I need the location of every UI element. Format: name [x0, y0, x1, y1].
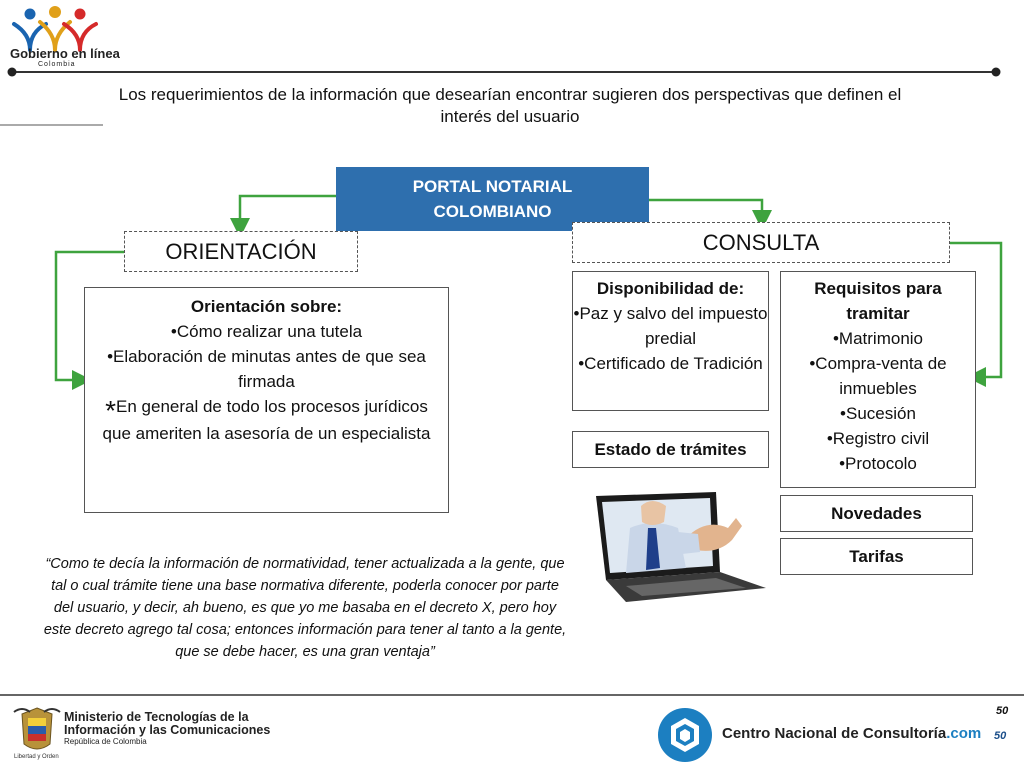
seal-caption: Libertad y Orden — [14, 754, 59, 760]
ministry-block — [64, 710, 271, 747]
header-rule-dot-left — [8, 68, 17, 77]
requisitos-title: Requisitos para tramitar — [814, 279, 942, 323]
header-rule-dot-right — [992, 68, 1001, 77]
cnc-name: Centro Nacional de Consultoría — [722, 725, 947, 742]
orientacion-label: ORIENTACIÓN — [165, 239, 317, 264]
cnc-logo-icon — [656, 706, 714, 764]
requisitos-item: •Compra-venta de inmuebles — [809, 354, 947, 398]
orientacion-item: •Cómo realizar una tutela — [170, 322, 363, 341]
arrow-portal-to-consulta — [648, 200, 762, 220]
disponibilidad-item: •Certificado de Tradición — [578, 354, 763, 373]
cnc-brand — [722, 725, 981, 742]
orientacion-label-box — [124, 231, 358, 272]
orientacion-box-title: Orientación sobre: — [190, 297, 343, 316]
page-number-top: 50 — [996, 705, 1009, 717]
ministry-line: Ministerio de Tecnologías de la — [64, 710, 249, 724]
disponibilidad-box — [572, 271, 769, 411]
user-quote: “Como te decía la información de normatividad, tener actualizada a la gente, que tal o cual trámite tiene una base normativa diferente, poderla conocer por parte del usuario, y decir, ah bueno, es que yo me basaba en el decreto X, pero hoy este decreto agrego tal cosa; entonces información para tener al tanto a la gente, que se debe hacer, es una gran ventaja” — [43, 556, 567, 660]
logo-subtext: Colombia — [38, 61, 76, 68]
estado-tramites-label: Estado de trámites — [594, 440, 747, 459]
requisitos-box — [780, 271, 976, 488]
disponibilidad-title: Disponibilidad de: — [596, 279, 745, 298]
page-title: Los requerimientos de la información que desearían encontrar sugieren dos perspectivas que definen el interés del usuario — [118, 85, 902, 126]
requisitos-item: •Registro civil — [826, 429, 930, 448]
laptop-businessman-image — [586, 488, 776, 608]
arrow-portal-to-orientacion — [240, 196, 336, 228]
consulta-label-box — [572, 222, 950, 263]
colombia-seal-icon — [12, 704, 62, 760]
novedades-label: Novedades — [831, 504, 922, 523]
consulta-label: CONSULTA — [702, 230, 820, 255]
logo-text: Gobierno en línea — [10, 46, 120, 61]
tarifas-label: Tarifas — [849, 547, 904, 566]
portal-label: PORTAL NOTARIAL COLOMBIANO — [412, 177, 573, 221]
page-number-bottom: 50 — [994, 730, 1007, 742]
ministry-line: Información y las Comunicaciones — [64, 723, 271, 737]
orientacion-item: •Elaboración de minutas antes de que sea firmada — [107, 347, 426, 391]
orientacion-star-item — [93, 394, 440, 446]
requisitos-item: •Protocolo — [839, 454, 917, 473]
estado-tramites-box — [572, 431, 769, 468]
star-mark: * — [105, 395, 117, 426]
requisitos-item: •Matrimonio — [832, 329, 924, 348]
ministry-country: República de Colombia — [64, 737, 147, 746]
star-item-text: En general de todo los procesos jurídicos que ameriten la asesoría de un especialista — [102, 397, 431, 443]
tarifas-box — [780, 538, 973, 575]
orientacion-detail-box — [84, 287, 449, 513]
novedades-box — [780, 495, 973, 532]
disponibilidad-item: •Paz y salvo del impuesto predial — [573, 304, 768, 348]
requisitos-item: •Sucesión — [840, 404, 916, 423]
cnc-suffix: .com — [946, 725, 982, 742]
